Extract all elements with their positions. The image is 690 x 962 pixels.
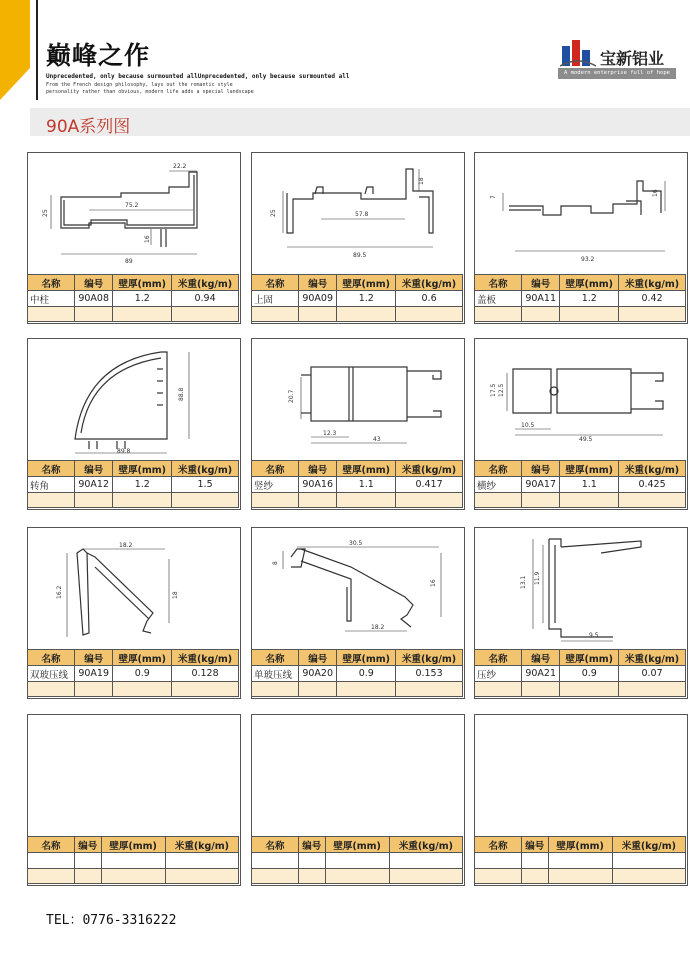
profile-name: 转角 [28, 477, 75, 493]
blank-cell [75, 493, 113, 508]
profile-card-90A16 [251, 338, 465, 510]
header-code: 编号 [522, 837, 549, 853]
blank-cell [522, 682, 560, 697]
blank-cell [475, 682, 522, 697]
profile-weight: 0.153 [396, 666, 463, 682]
header-weight: 米重(kg/m) [396, 461, 463, 477]
header-weight: 米重(kg/m) [619, 650, 686, 666]
profile-card-90A08 [27, 152, 241, 324]
spec-table [27, 460, 239, 508]
blank-cell [28, 307, 75, 322]
profile-code: 90A16 [299, 477, 337, 493]
header-code: 编号 [75, 461, 113, 477]
header-weight: 米重(kg/m) [172, 650, 239, 666]
slogan-line-1: Unprecedented, only because surmounted allUnprecedented, only because surmounted all [46, 73, 350, 80]
header-weight: 米重(kg/m) [619, 461, 686, 477]
profile-thickness [325, 853, 389, 869]
spec-table [251, 836, 463, 884]
profile-drawing [28, 153, 240, 274]
profile-weight: 0.417 [396, 477, 463, 493]
profile-name: 上固 [252, 291, 299, 307]
blank-cell [172, 682, 239, 697]
profile-thickness: 0.9 [113, 666, 172, 682]
blank-cell [396, 307, 463, 322]
profile-thickness: 1.2 [337, 291, 396, 307]
profile-weight: 0.42 [619, 291, 686, 307]
blank-cell [475, 307, 522, 322]
blank-cell [619, 682, 686, 697]
dimension-label: 20.7 [288, 389, 295, 403]
logo-tagline: A modern enterprise full of hope and hope [558, 68, 676, 79]
blank-cell [475, 493, 522, 508]
blank-cell [252, 682, 299, 697]
profile-code: 90A09 [299, 291, 337, 307]
profile-code: 90A08 [75, 291, 113, 307]
header-thickness: 壁厚(mm) [101, 837, 165, 853]
blank-cell [113, 307, 172, 322]
blank-cell [389, 869, 462, 884]
dimension-label: 89.8 [117, 448, 131, 455]
header-thickness: 壁厚(mm) [113, 650, 172, 666]
blank-cell [337, 307, 396, 322]
header-name: 名称 [475, 461, 522, 477]
blank-cell [75, 682, 113, 697]
profile-code [299, 853, 326, 869]
profile-name: 盖板 [475, 291, 522, 307]
profile-card-90A20 [251, 527, 465, 699]
spec-table [474, 649, 686, 697]
profile-weight: 0.94 [172, 291, 239, 307]
profile-code: 90A11 [522, 291, 560, 307]
profile-card-empty [251, 714, 465, 886]
contact-phone: TEL：0776-3316222 [46, 913, 177, 928]
dimension-label: 7 [490, 195, 497, 199]
profile-code [75, 853, 102, 869]
slogan-line-2: From the French design philosophy, lays out the romantic style personality rather than obvious, modern life adds a special landscape [46, 82, 254, 95]
spec-table [27, 836, 239, 884]
header-weight: 米重(kg/m) [172, 275, 239, 291]
dimension-label: 17.5 [490, 383, 497, 397]
blank-cell [172, 493, 239, 508]
blank-cell [612, 869, 685, 884]
spec-table [251, 274, 463, 322]
spec-table [474, 836, 686, 884]
profile-card-90A17 [474, 338, 688, 510]
dimension-label: 16.2 [56, 585, 63, 599]
header-name: 名称 [475, 837, 522, 853]
blank-cell [522, 493, 560, 508]
profile-card-90A09 [251, 152, 465, 324]
profile-name: 压纱 [475, 666, 522, 682]
header-weight: 米重(kg/m) [165, 837, 238, 853]
dimension-label: 57.8 [355, 211, 369, 218]
header-thickness: 壁厚(mm) [560, 461, 619, 477]
blank-cell [299, 307, 337, 322]
blank-cell [28, 493, 75, 508]
blank-cell [560, 307, 619, 322]
header-name: 名称 [475, 650, 522, 666]
blank-cell [252, 493, 299, 508]
header-name: 名称 [28, 275, 75, 291]
header-name: 名称 [28, 461, 75, 477]
header-thickness: 壁厚(mm) [113, 275, 172, 291]
dimension-label: 89 [125, 258, 133, 265]
blank-cell [475, 869, 522, 884]
header-divider [36, 0, 38, 100]
header-thickness: 壁厚(mm) [560, 650, 619, 666]
blank-cell [522, 307, 560, 322]
profile-name [252, 853, 299, 869]
profile-drawing [28, 528, 240, 649]
profile-thickness: 1.2 [560, 291, 619, 307]
profile-thickness [548, 853, 612, 869]
profile-weight: 0.425 [619, 477, 686, 493]
company-logo-icon [560, 38, 596, 68]
profile-name: 竖纱 [252, 477, 299, 493]
dimension-label: 16 [144, 235, 151, 243]
profile-drawing [475, 528, 687, 649]
profile-drawing [28, 339, 240, 460]
header-name: 名称 [252, 461, 299, 477]
blank-cell [299, 682, 337, 697]
blank-cell [165, 869, 238, 884]
dimension-label: 49.5 [579, 436, 593, 443]
dimension-label: 16 [430, 579, 437, 587]
blank-cell [113, 682, 172, 697]
spec-table [251, 649, 463, 697]
dimension-label: 88.8 [178, 387, 185, 401]
dimension-label: 9.5 [589, 632, 599, 639]
profile-drawing [252, 153, 464, 274]
dimension-label: 13.1 [520, 575, 527, 589]
logo-text: 宝新铝业 [600, 49, 665, 68]
dimension-label: 12.5 [498, 383, 505, 397]
profile-name: 中柱 [28, 291, 75, 307]
header-thickness: 壁厚(mm) [337, 650, 396, 666]
dimension-label: 18 [418, 177, 425, 185]
profile-code: 90A19 [75, 666, 113, 682]
blank-cell [396, 493, 463, 508]
header-code: 编号 [299, 837, 326, 853]
header-weight: 米重(kg/m) [396, 650, 463, 666]
profile-code: 90A17 [522, 477, 560, 493]
blank-cell [101, 869, 165, 884]
header-weight: 米重(kg/m) [619, 275, 686, 291]
header-code: 编号 [75, 837, 102, 853]
dimension-label: 43 [373, 436, 381, 443]
header-thickness: 壁厚(mm) [325, 837, 389, 853]
dimension-label: 18 [172, 591, 179, 599]
header-code: 编号 [522, 275, 560, 291]
header-name: 名称 [28, 837, 75, 853]
header-code: 编号 [75, 275, 113, 291]
header-code: 编号 [75, 650, 113, 666]
profile-thickness: 1.1 [337, 477, 396, 493]
header-thickness: 壁厚(mm) [113, 461, 172, 477]
dimension-label: 12.3 [323, 430, 337, 437]
spec-table [474, 274, 686, 322]
header-code: 编号 [522, 650, 560, 666]
profile-thickness: 1.1 [560, 477, 619, 493]
blank-cell [325, 869, 389, 884]
blank-cell [28, 869, 75, 884]
header-code: 编号 [299, 650, 337, 666]
corner-accent [0, 0, 30, 100]
dimension-label: 10.5 [521, 422, 535, 429]
profile-card-90A19 [27, 527, 241, 699]
header-name: 名称 [28, 650, 75, 666]
profile-thickness: 1.2 [113, 477, 172, 493]
profile-weight [389, 853, 462, 869]
blank-cell [28, 682, 75, 697]
blank-cell [75, 869, 102, 884]
blank-cell [548, 869, 612, 884]
profile-thickness [101, 853, 165, 869]
profile-card-empty [474, 714, 688, 886]
header-weight: 米重(kg/m) [389, 837, 462, 853]
series-title: 90A系列图 [46, 117, 131, 137]
blank-cell [560, 682, 619, 697]
blank-cell [113, 493, 172, 508]
profile-name: 横纱 [475, 477, 522, 493]
header-thickness: 壁厚(mm) [337, 275, 396, 291]
page-title: 巅峰之作 [46, 41, 151, 70]
dimension-label: 18.2 [119, 542, 133, 549]
spec-table [27, 649, 239, 697]
profile-drawing [475, 339, 687, 460]
header-name: 名称 [252, 650, 299, 666]
dimension-label: 8 [272, 561, 279, 565]
profile-drawing [252, 528, 464, 649]
blank-cell [619, 493, 686, 508]
blank-cell [299, 869, 326, 884]
blank-cell [172, 307, 239, 322]
profile-name [475, 853, 522, 869]
profile-card-90A11 [474, 152, 688, 324]
dimension-label: 89.5 [353, 252, 367, 259]
profile-thickness: 0.9 [337, 666, 396, 682]
blank-cell [252, 869, 299, 884]
dimension-label: 16 [652, 189, 659, 197]
header-name: 名称 [252, 837, 299, 853]
profile-weight: 0.128 [172, 666, 239, 682]
spec-table [474, 460, 686, 508]
profile-weight [165, 853, 238, 869]
header-code: 编号 [299, 461, 337, 477]
profile-card-90A12 [27, 338, 241, 510]
blank-cell [299, 493, 337, 508]
profile-name [28, 853, 75, 869]
profile-thickness: 1.2 [113, 291, 172, 307]
profile-thickness: 0.9 [560, 666, 619, 682]
blank-cell [337, 682, 396, 697]
profile-weight: 1.5 [172, 477, 239, 493]
profile-drawing [252, 339, 464, 460]
profile-weight [612, 853, 685, 869]
header-weight: 米重(kg/m) [396, 275, 463, 291]
header-name: 名称 [475, 275, 522, 291]
profile-drawing [475, 153, 687, 274]
profile-weight: 0.6 [396, 291, 463, 307]
blank-cell [337, 493, 396, 508]
profile-card-empty [27, 714, 241, 886]
dimension-label: 93.2 [581, 256, 595, 263]
header-name: 名称 [252, 275, 299, 291]
header-weight: 米重(kg/m) [172, 461, 239, 477]
blank-cell [75, 307, 113, 322]
header-weight: 米重(kg/m) [612, 837, 685, 853]
header-code: 编号 [522, 461, 560, 477]
profile-weight: 0.07 [619, 666, 686, 682]
dimension-label: 22.2 [173, 163, 187, 170]
profile-card-90A21 [474, 527, 688, 699]
blank-cell [619, 307, 686, 322]
profile-code: 90A12 [75, 477, 113, 493]
profile-code: 90A21 [522, 666, 560, 682]
profile-code [522, 853, 549, 869]
header-thickness: 壁厚(mm) [337, 461, 396, 477]
profile-name: 双玻压线 [28, 666, 75, 682]
profile-code: 90A20 [299, 666, 337, 682]
header-thickness: 壁厚(mm) [560, 275, 619, 291]
blank-cell [252, 307, 299, 322]
spec-table [251, 460, 463, 508]
spec-table [27, 274, 239, 322]
dimension-label: 11.9 [534, 571, 541, 585]
dimension-label: 25 [42, 209, 49, 217]
header-thickness: 壁厚(mm) [548, 837, 612, 853]
blank-cell [522, 869, 549, 884]
header-code: 编号 [299, 275, 337, 291]
dimension-label: 30.5 [349, 540, 363, 547]
blank-cell [396, 682, 463, 697]
blank-cell [560, 493, 619, 508]
dimension-label: 25 [270, 209, 277, 217]
dimension-label: 18.2 [371, 624, 385, 631]
dimension-label: 75.2 [125, 202, 139, 209]
profile-name: 单玻压线 [252, 666, 299, 682]
